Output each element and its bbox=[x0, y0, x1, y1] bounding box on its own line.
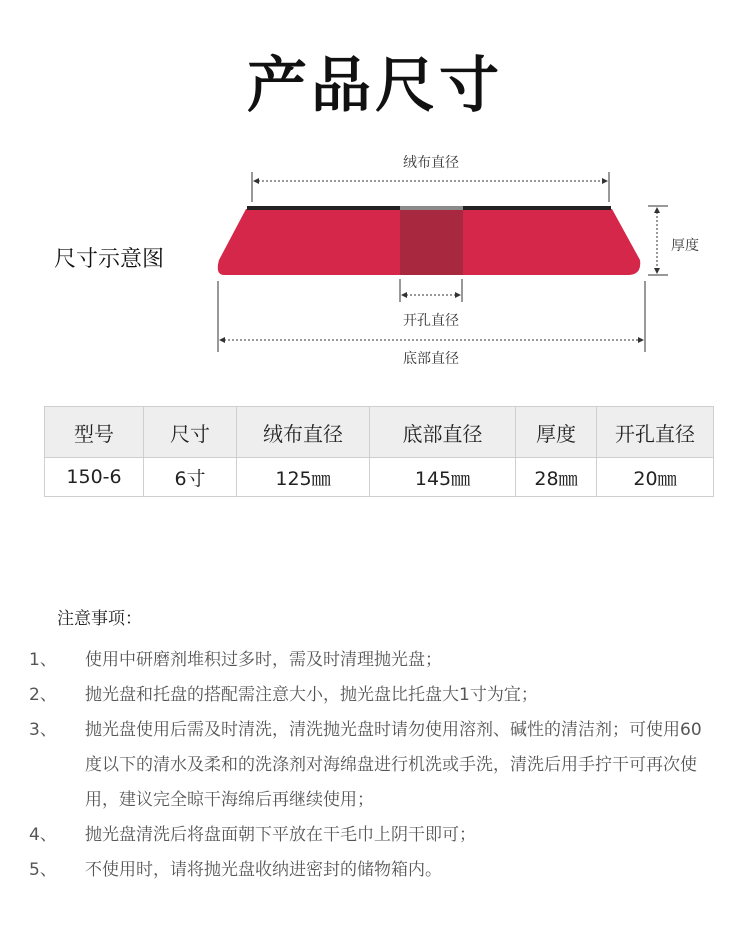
spec-table-header-row bbox=[45, 407, 714, 458]
top-dim-arrow-left bbox=[253, 178, 259, 184]
thick-dim-arrow-top bbox=[654, 207, 660, 213]
note-text: 抛光盘清洗后将盘面朝下平放在干毛巾上阴干即可； bbox=[85, 825, 476, 845]
list-item bbox=[29, 678, 717, 713]
list-item bbox=[29, 643, 717, 678]
list-item bbox=[29, 818, 717, 853]
note-text: 抛光盘使用后需及时清洗，清洗抛光盘时请勿使用溶剂、碱性的清洁剂；可使用60度以下的清水及柔和的洗涤剂对海绵盘进行机洗或手洗，清洗后用手拧干可再次使用，建议完全晾干海绵后再继续使用； bbox=[85, 720, 702, 810]
top-diameter-label: 绒布直径 bbox=[403, 155, 459, 171]
hole-dim-arrow-left bbox=[401, 292, 407, 298]
thickness-label: 厚度 bbox=[671, 238, 699, 254]
note-number: 4、 bbox=[29, 825, 57, 845]
diagram-side-label: 尺寸示意图 bbox=[54, 247, 165, 272]
cell-model: 150-6 bbox=[45, 458, 144, 497]
hole-diameter-label: 开孔直径 bbox=[403, 313, 459, 329]
cell-hole-diameter: 20㎜ bbox=[597, 458, 714, 497]
note-text: 不使用时，请将抛光盘收纳进密封的储物箱内。 bbox=[85, 860, 442, 880]
list-item bbox=[29, 853, 717, 888]
bottom-diameter-label: 底部直径 bbox=[403, 351, 459, 367]
top-dim-arrow-right bbox=[602, 178, 608, 184]
pad-hole-rim bbox=[400, 206, 463, 210]
note-text: 使用中研磨剂堆积过多时，需及时清理抛光盘； bbox=[85, 650, 442, 670]
pad-center-hole bbox=[400, 209, 463, 275]
pad-dimension-diagram bbox=[0, 0, 750, 400]
hole-dim-arrow-right bbox=[455, 292, 461, 298]
note-number: 2、 bbox=[29, 685, 57, 705]
thick-dim-arrow-bottom bbox=[654, 268, 660, 274]
cell-thickness: 28㎜ bbox=[516, 458, 597, 497]
header-bottom-diameter: 底部直径 bbox=[370, 407, 516, 458]
table-row bbox=[45, 458, 714, 497]
header-hole-diameter: 开孔直径 bbox=[597, 407, 714, 458]
cell-top-diameter: 125㎜ bbox=[237, 458, 370, 497]
note-number: 3、 bbox=[29, 720, 57, 740]
note-number: 1、 bbox=[29, 650, 57, 670]
header-model: 型号 bbox=[45, 407, 144, 458]
list-item bbox=[29, 713, 717, 818]
page-title: 产品尺寸 bbox=[247, 51, 503, 121]
bottom-dim-arrow-right bbox=[638, 337, 644, 343]
header-size: 尺寸 bbox=[144, 407, 237, 458]
bottom-dim-arrow-left bbox=[219, 337, 225, 343]
spec-table bbox=[44, 406, 714, 497]
note-text: 抛光盘和托盘的搭配需注意大小，抛光盘比托盘大1寸为宜； bbox=[85, 685, 538, 705]
notes-title: 注意事项： bbox=[57, 609, 142, 629]
header-top-diameter: 绒布直径 bbox=[237, 407, 370, 458]
cell-size: 6寸 bbox=[144, 458, 237, 497]
cell-bottom-diameter: 145㎜ bbox=[370, 458, 516, 497]
header-thickness: 厚度 bbox=[516, 407, 597, 458]
notes-section bbox=[29, 604, 717, 888]
note-number: 5、 bbox=[29, 860, 57, 880]
